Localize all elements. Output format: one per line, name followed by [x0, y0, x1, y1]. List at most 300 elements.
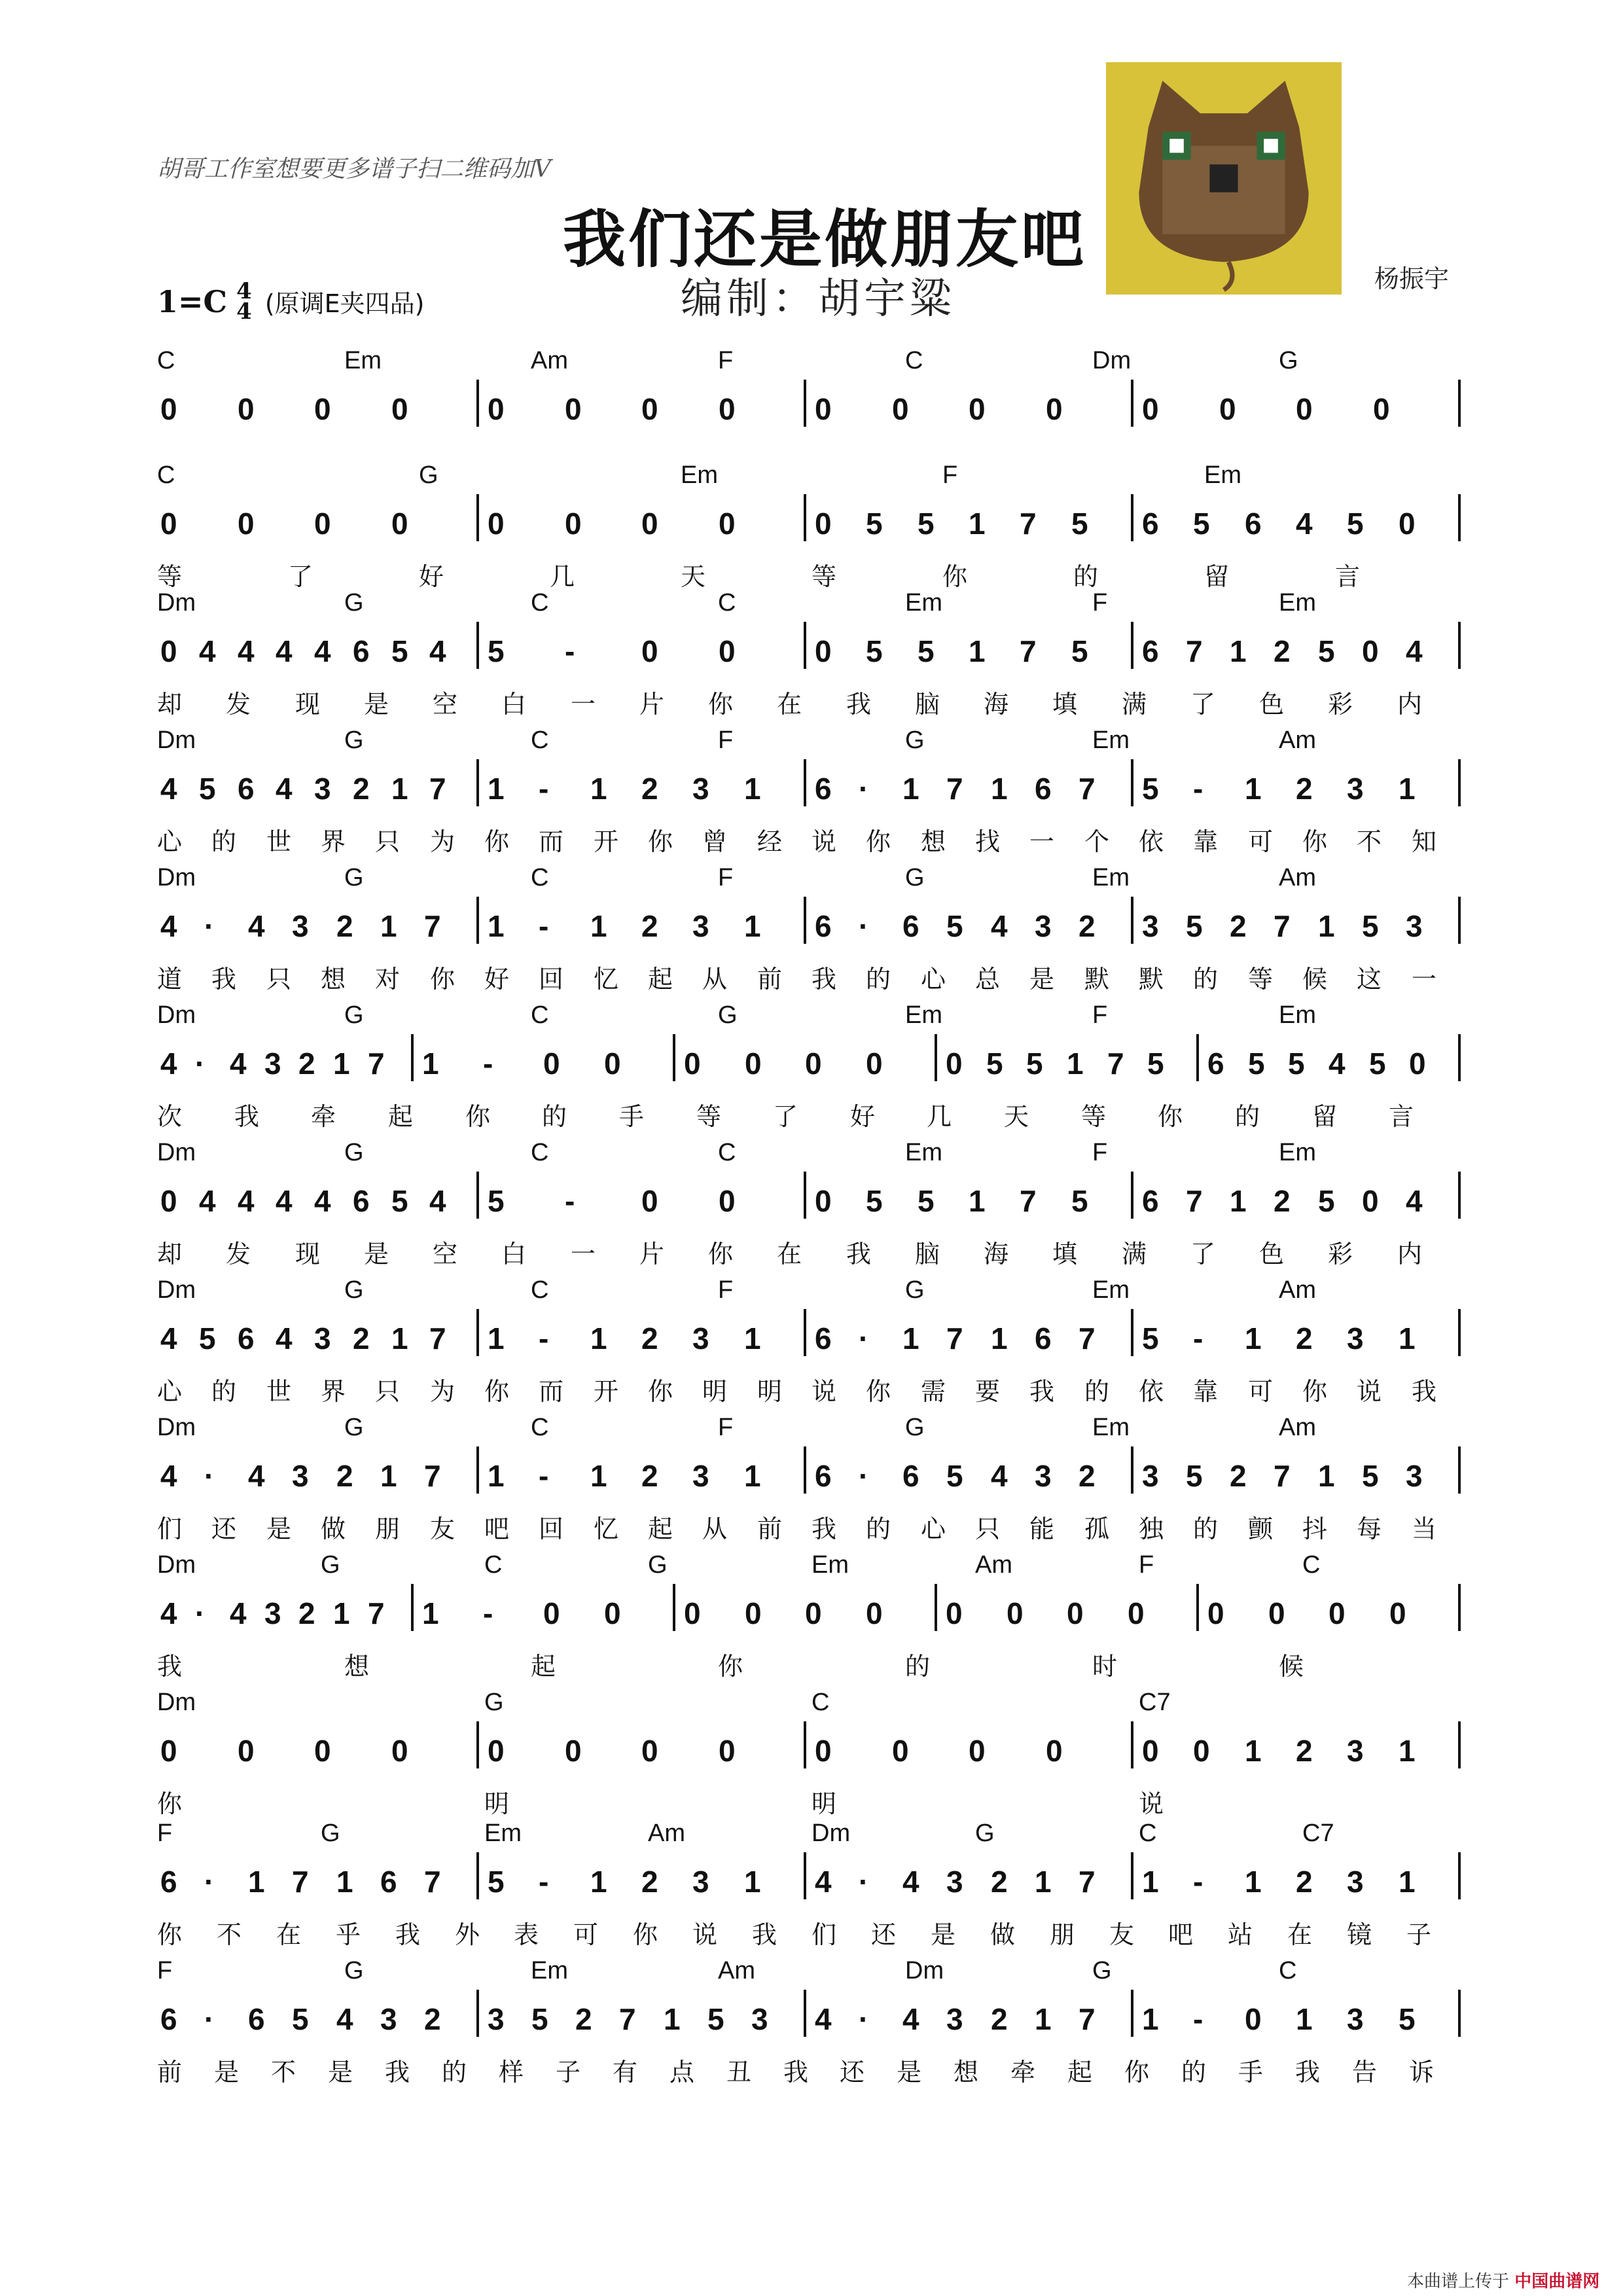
note-token: 2 [641, 909, 658, 943]
bar-line [804, 1309, 806, 1356]
chord-symbol: Dm [157, 1001, 196, 1029]
note-token: 1 [336, 1865, 353, 1899]
lyric-char: 满 [1122, 690, 1149, 719]
note-token: - [1193, 2002, 1204, 2036]
note-token: 4 [314, 634, 331, 668]
lyric-line [151, 556, 1472, 589]
bar-line [1458, 622, 1461, 669]
bar-line [476, 1309, 479, 1356]
note-token: 4 [160, 909, 177, 943]
lyric-char: 丑 [726, 2058, 753, 2087]
note-token: 5 [1362, 1459, 1379, 1493]
lyric-char: 了 [1190, 1240, 1217, 1268]
lyric-line [151, 2052, 1472, 2085]
lyric-char: 说 [1139, 1789, 1166, 1818]
note-token: 2 [641, 1865, 658, 1899]
note-token: · [195, 1047, 205, 1081]
lyric-char: 我 [1295, 2058, 1322, 2087]
note-token: 1 [1245, 1865, 1262, 1899]
note-token: 4 [902, 1865, 919, 1899]
note-token: 0 [314, 1734, 331, 1768]
note-token: 2 [1296, 1865, 1313, 1899]
notation-line [151, 1990, 1472, 2049]
note-token: 0 [604, 1047, 621, 1081]
note-token: 0 [543, 1047, 560, 1081]
chord-symbol: Em [1092, 1414, 1130, 1441]
lyric-char: 不 [1357, 827, 1383, 856]
chord-symbol: C [157, 347, 175, 374]
note-token: 1 [422, 1047, 439, 1081]
lyric-char: 好 [850, 1102, 877, 1131]
lyric-char: 界 [321, 827, 348, 856]
note-token: 1 [391, 772, 408, 806]
chord-symbol: C [531, 1001, 549, 1029]
note-token: 5 [918, 1184, 935, 1218]
note-token: 1 [488, 1459, 505, 1493]
score-row [151, 347, 1472, 458]
note-token: 5 [1142, 772, 1159, 806]
note-token: 1 [991, 772, 1008, 806]
note-token: 1 [488, 1321, 505, 1355]
lyric-line [151, 1509, 1472, 1541]
note-token: 0 [565, 507, 582, 541]
note-token: 1 [1318, 909, 1335, 943]
note-token: 6 [1142, 1184, 1159, 1218]
note-token: 4 [429, 634, 446, 668]
chord-symbol: Dm [157, 1276, 196, 1304]
composer-credit: 杨振宇 [1374, 264, 1450, 293]
lyric-char: 的 [442, 2058, 469, 2087]
chord-symbol: Em [484, 1820, 522, 1847]
lyric-char: 诉 [1409, 2058, 1436, 2087]
note-token: 4 [1296, 507, 1313, 541]
chord-symbol: G [648, 1551, 668, 1579]
lyric-char: 颤 [1248, 1515, 1275, 1543]
chord-symbol: Dm [157, 864, 196, 891]
bar-line [1131, 1446, 1133, 1494]
note-token: 0 [488, 507, 505, 541]
note-token: 6 [1245, 507, 1262, 541]
chord-symbol: Em [344, 347, 382, 374]
chord-symbol: Em [1279, 1139, 1316, 1166]
note-token: 5 [946, 1459, 963, 1493]
lyric-char: 我 [211, 965, 238, 994]
notation-line [151, 1034, 1472, 1093]
note-token: 1 [1230, 634, 1247, 668]
lyric-char: 的 [1084, 1377, 1111, 1406]
lyric-char: 的 [1181, 2058, 1208, 2087]
chord-symbol: Dm [905, 1957, 944, 1984]
lyric-char: 说 [812, 1377, 838, 1406]
note-token: 7 [1274, 909, 1291, 943]
lyric-char: 我 [752, 1920, 779, 1949]
lyric-char: 依 [1139, 827, 1166, 856]
note-token: 1 [902, 1321, 919, 1355]
note-token: 3 [692, 1321, 709, 1355]
chord-symbol: C [531, 589, 549, 617]
chord-symbol: G [344, 1957, 364, 1984]
note-token: 0 [238, 507, 255, 541]
note-token: 2 [1230, 909, 1247, 943]
chord-symbol: Em [1092, 726, 1130, 754]
note-token: 6 [815, 1459, 832, 1493]
bar-line [1458, 380, 1461, 427]
studio-note: 胡哥工作室想要更多谱子扫二维码加V [157, 156, 551, 183]
lyric-char: 起 [1067, 2058, 1094, 2087]
note-token: 3 [314, 1321, 331, 1355]
chord-symbol: C [531, 726, 549, 754]
notation-line [151, 1172, 1472, 1230]
time-top: 4 [236, 278, 252, 304]
score-row [151, 461, 1472, 591]
note-token: 7 [1079, 1321, 1096, 1355]
note-token: 1 [380, 909, 397, 943]
score-row [151, 1414, 1472, 1543]
note-token: 2 [991, 1865, 1008, 1899]
lyric-char: 友 [430, 1515, 457, 1543]
chord-symbol: F [157, 1820, 173, 1847]
lyric-char: 片 [639, 1240, 666, 1268]
bar-line [804, 1990, 806, 2037]
note-token: 3 [692, 1865, 709, 1899]
note-token: 1 [1035, 2002, 1052, 2036]
note-token: 2 [641, 1459, 658, 1493]
lyric-char: 我 [157, 1652, 184, 1681]
note-token: 0 [684, 1596, 701, 1630]
chord-symbol: C [531, 1276, 549, 1304]
note-token: 7 [1079, 1865, 1096, 1899]
lyric-char: 空 [433, 690, 459, 719]
lyric-char: 发 [226, 690, 253, 719]
lyric-char: 吧 [484, 1515, 511, 1543]
bar-line [1458, 897, 1461, 944]
note-token: 0 [719, 1734, 736, 1768]
lyric-char: 是 [931, 1920, 957, 1949]
lyric-char: 子 [1406, 1920, 1433, 1949]
note-token: 2 [353, 1321, 370, 1355]
note-token: 5 [1186, 1459, 1203, 1493]
lyric-char: 可 [1248, 827, 1275, 856]
note-token: 5 [1142, 1321, 1159, 1355]
lyric-char: 彩 [1328, 690, 1355, 719]
note-token: 7 [946, 772, 963, 806]
lyric-char: 靠 [1193, 827, 1220, 856]
lyric-char: 知 [1412, 827, 1438, 856]
note-token: 1 [1399, 1734, 1416, 1768]
bar-line [804, 494, 806, 541]
lyric-char: 我 [812, 965, 838, 994]
lyric-char: 有 [613, 2058, 639, 2087]
lyric-char: 不 [271, 2058, 298, 2087]
note-token: 1 [1142, 2002, 1159, 2036]
chord-symbol: Dm [157, 1139, 196, 1166]
note-token: 4 [160, 772, 177, 806]
bar-line [1458, 494, 1461, 541]
lyric-char: 说 [1357, 1377, 1383, 1406]
chord-symbol: G [344, 589, 364, 617]
chord-symbol: F [1092, 1139, 1108, 1166]
note-token: 7 [424, 1459, 441, 1493]
note-token: 4 [1329, 1047, 1346, 1081]
lyric-char: 你 [633, 1920, 660, 1949]
chord-symbol: G [905, 726, 925, 754]
note-token: 7 [1020, 507, 1037, 541]
chord-symbol: C [718, 589, 736, 617]
bar-line [476, 897, 479, 944]
lyric-char: 忆 [594, 1515, 620, 1543]
lyric-char: 忆 [594, 965, 620, 994]
note-token: 1 [488, 772, 505, 806]
lyric-char: 却 [157, 690, 184, 719]
note-token: 1 [248, 1865, 265, 1899]
lyric-char: 你 [866, 1377, 893, 1406]
chord-symbol: G [975, 1820, 995, 1847]
chord-line [151, 1001, 1472, 1034]
note-token: - [539, 1321, 549, 1355]
note-token: 7 [1079, 2002, 1096, 2036]
notation-line [151, 1446, 1472, 1505]
note-token: 0 [1362, 1184, 1379, 1218]
note-token: 2 [353, 772, 370, 806]
lyric-char: 了 [773, 1102, 800, 1131]
note-token: 3 [751, 2002, 768, 2036]
note-token: 1 [590, 1865, 607, 1899]
chord-symbol: Am [1279, 1276, 1316, 1304]
lyric-char: 在 [276, 1920, 303, 1949]
note-token: 0 [1193, 1734, 1210, 1768]
note-token: 5 [1399, 2002, 1416, 2036]
note-token: - [483, 1596, 493, 1630]
time-bottom: 4 [236, 298, 252, 325]
lyric-char: 我 [846, 690, 873, 719]
lyric-char: 世 [266, 827, 293, 856]
note-token: 3 [1035, 1459, 1052, 1493]
note-token: 0 [314, 392, 331, 426]
lyric-char: 你 [718, 1652, 745, 1681]
lyric-char: 需 [921, 1377, 948, 1406]
lyric-char: 海 [984, 1240, 1010, 1268]
note-token: 0 [604, 1596, 621, 1630]
notation-line [151, 1309, 1472, 1368]
note-token: 1 [744, 909, 761, 943]
lyric-char: 可 [1248, 1377, 1275, 1406]
lyric-char: 你 [942, 562, 969, 591]
chord-symbol: C [157, 461, 175, 489]
note-token: 0 [238, 392, 255, 426]
lyric-char: 回 [539, 1515, 565, 1543]
lyric-char: 几 [927, 1102, 954, 1131]
lyric-char: 几 [550, 562, 577, 591]
chord-symbol: C [1302, 1551, 1321, 1579]
chord-symbol: Em [905, 589, 942, 617]
lyric-char: 起 [388, 1102, 415, 1131]
lyric-char: 候 [1302, 965, 1329, 994]
note-token: 3 [1406, 1459, 1423, 1493]
note-token: 5 [707, 2002, 724, 2036]
chord-line [151, 1820, 1472, 1852]
lyric-char: 找 [975, 827, 1002, 856]
note-token: 0 [160, 634, 177, 668]
note-token: 4 [276, 1321, 293, 1355]
lyric-char: 道 [157, 965, 184, 994]
chord-symbol: G [344, 1139, 364, 1166]
note-token: 2 [1230, 1459, 1247, 1493]
note-token: · [859, 1459, 869, 1493]
note-token: 1 [664, 2002, 681, 2036]
bar-line [804, 1446, 806, 1494]
note-token: 4 [815, 2002, 832, 2036]
score-row [151, 1276, 1472, 1406]
lyric-char: 想 [344, 1652, 371, 1681]
lyric-char: 说 [812, 827, 838, 856]
note-token: 2 [641, 772, 658, 806]
lyric-char: 牵 [1010, 2058, 1037, 2087]
lyric-char: 填 [1052, 690, 1079, 719]
note-token: 5 [391, 1184, 408, 1218]
note-token: 2 [1296, 772, 1313, 806]
lyric-char: 个 [1084, 827, 1111, 856]
note-token: 7 [1079, 772, 1096, 806]
lyric-char: 孤 [1084, 1515, 1111, 1543]
lyric-char: 一 [1029, 827, 1056, 856]
note-token: · [204, 1459, 215, 1493]
lyric-line [151, 1096, 1472, 1129]
bar-line [804, 622, 806, 669]
bar-line [1131, 1852, 1133, 1899]
chord-line [151, 864, 1472, 897]
lyric-char: 留 [1204, 562, 1231, 591]
note-token: 4 [248, 1459, 265, 1493]
note-token: - [1193, 1321, 1204, 1355]
lyric-char: 只 [266, 965, 293, 994]
chord-line [151, 347, 1472, 380]
note-token: 6 [380, 1865, 397, 1899]
lyric-char: 的 [905, 1652, 932, 1681]
chord-symbol: G [905, 864, 925, 891]
note-token: 6 [902, 1459, 919, 1493]
note-token: 4 [429, 1184, 446, 1218]
chord-symbol: F [718, 1276, 734, 1304]
lyric-line [151, 684, 1472, 717]
lyric-char: 心 [157, 1377, 184, 1406]
lyric-char: 白 [501, 1240, 528, 1268]
note-token: 0 [1142, 392, 1159, 426]
lyric-char: 在 [777, 1240, 804, 1268]
bar-line [476, 380, 479, 427]
note-token: 5 [918, 634, 935, 668]
note-token: 1 [1067, 1047, 1084, 1081]
lyric-char: 子 [556, 2058, 582, 2087]
bar-line [673, 1584, 675, 1631]
note-token: 1 [590, 1321, 607, 1355]
note-token: 5 [866, 507, 883, 541]
note-token: 4 [815, 1865, 832, 1899]
lyric-char: 说 [692, 1920, 719, 1949]
lyric-char: 的 [211, 1377, 238, 1406]
note-token: 0 [1067, 1596, 1084, 1630]
lyric-char: 心 [921, 1515, 948, 1543]
note-token: 3 [314, 772, 331, 806]
lyric-char: 起 [531, 1652, 558, 1681]
chord-symbol: C [718, 1139, 736, 1166]
bar-line [1131, 1721, 1133, 1768]
note-token: 0 [314, 507, 331, 541]
note-token: 4 [314, 1184, 331, 1218]
lyric-char: 界 [321, 1377, 348, 1406]
bar-line [804, 759, 806, 806]
note-token: 5 [391, 634, 408, 668]
note-token: 0 [641, 634, 658, 668]
note-token: 6 [1035, 772, 1052, 806]
chord-symbol: G [419, 461, 438, 489]
chord-symbol: F [1092, 589, 1108, 617]
note-token: 5 [1369, 1047, 1386, 1081]
bar-line [1131, 1990, 1133, 2037]
lyric-char: 的 [1193, 965, 1220, 994]
note-token: 0 [391, 507, 408, 541]
chord-symbol: Em [1279, 1001, 1316, 1029]
lyric-char: 每 [1357, 1515, 1383, 1543]
lyric-char: 你 [484, 827, 511, 856]
chord-symbol: F [718, 347, 734, 374]
note-token: 3 [1347, 772, 1364, 806]
score-row [151, 1139, 1472, 1268]
bar-line [1458, 1034, 1461, 1081]
lyric-char: 当 [1412, 1515, 1438, 1543]
lyric-char: 了 [1190, 690, 1217, 719]
note-token: 0 [745, 1596, 762, 1630]
chord-symbol: C [531, 864, 549, 891]
lyric-char: 色 [1259, 690, 1286, 719]
note-token: - [565, 634, 575, 668]
chord-symbol: C [1279, 1957, 1297, 1984]
bar-line [935, 1584, 937, 1631]
lyric-line [151, 1914, 1472, 1947]
bar-line [1458, 759, 1461, 806]
note-token: 5 [866, 634, 883, 668]
lyric-char: 却 [157, 1240, 184, 1268]
lyric-char: 等 [812, 562, 838, 591]
chord-line [151, 1957, 1472, 1990]
lyric-char: 天 [1004, 1102, 1031, 1131]
bar-line [1458, 1721, 1461, 1768]
lyric-char: 一 [1412, 965, 1438, 994]
note-token: 4 [160, 1047, 177, 1081]
bar-line [1458, 1172, 1461, 1219]
chord-symbol: Am [1279, 864, 1316, 891]
lyric-char: 我 [234, 1102, 261, 1131]
note-token: 0 [391, 1734, 408, 1768]
note-token: 1 [1296, 2002, 1313, 2036]
note-token: 3 [264, 1047, 281, 1081]
note-token: 7 [1186, 1184, 1203, 1218]
note-token: 0 [969, 392, 986, 426]
lyric-char: 言 [1389, 1102, 1416, 1131]
note-token: 7 [424, 1865, 441, 1899]
note-token: · [204, 2002, 215, 2036]
note-token: 0 [1046, 392, 1063, 426]
chord-symbol: G [344, 1001, 364, 1029]
note-token: 1 [380, 1459, 397, 1493]
note-token: 0 [719, 392, 736, 426]
note-token: 6 [238, 1321, 255, 1355]
lyric-char: 能 [1029, 1515, 1056, 1543]
note-token: 0 [1268, 1596, 1285, 1630]
note-token: · [859, 1865, 869, 1899]
note-token: 1 [1245, 1734, 1262, 1768]
chord-symbol: G [1279, 347, 1298, 374]
note-token: 3 [1347, 1865, 1364, 1899]
